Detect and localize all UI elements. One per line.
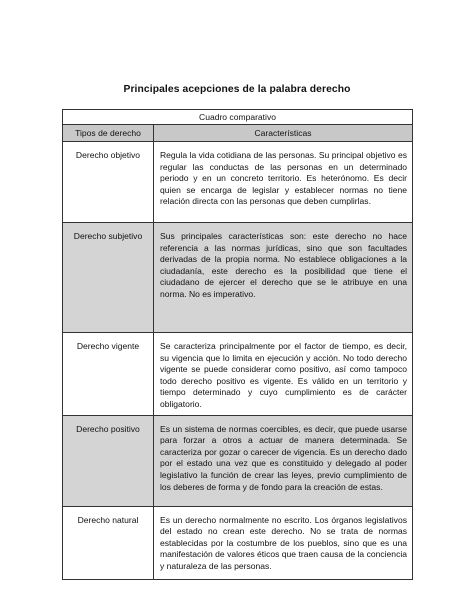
row-type: Derecho positivo xyxy=(63,415,154,506)
row-description: Sus principales características son: este derecho no hace referencia a las normas jurídicas, sino que son facultades derivadas de la propia norma. No establece obligaciones a la ciudadanía, este derecho es la posibilidad que tiene el ciudadano de ejercer el derecho que se le atribuye en una norma. No es imperativo. xyxy=(154,223,413,333)
table-caption: Cuadro comparativo xyxy=(63,110,413,125)
row-description: Es un sistema de normas coercibles, es decir, que puede usarse para forzar a otros a actuar de manera determinada. Se caracteriza por gozar o carecer de vigencia. Es un derecho dado por el estado una vez que es constituido y delegado al poder legislativo la función de crear las leyes, previo cumplimiento de los deberes de forma y de fondo para la creación de estas. xyxy=(154,415,413,506)
comparison-table xyxy=(62,109,413,580)
table-header-row xyxy=(63,125,413,142)
row-description: Se caracteriza principalmente por el factor de tiempo, es decir, su vigencia que lo limita en ejecución y acción. No todo derecho vigente se puede considerar como positivo, así como tampoco todo derecho positivo es vigente. Es válido en un territorio y tiempo determinado y cuyo cumplimiento es de carácter obligatorio. xyxy=(154,333,413,416)
table-row xyxy=(63,415,413,506)
table-row xyxy=(63,223,413,333)
row-description: Es un derecho normalmente no escrito. Los órganos legislativos del estado no crean este derecho. No se trata de normas establecidas por la costumbre de los pueblos, sino que es una manifestación de valores éticos que traen causa de la conciencia y naturaleza de las personas. xyxy=(154,506,413,579)
table-caption-row xyxy=(63,110,413,125)
row-type: Derecho subjetivo xyxy=(63,223,154,333)
header-type: Tipos de derecho xyxy=(63,125,154,142)
row-type: Derecho objetivo xyxy=(63,142,154,223)
table-row xyxy=(63,142,413,223)
table-row xyxy=(63,506,413,579)
row-description: Regula la vida cotidiana de las personas. Su principal objetivo es regular las conductas de las personas en un determinado periodo y en un concreto territorio. Es heterónomo. Es decir quien se encarga de legislar y establecer normas no tiene relación directa con las personas que deben cumplirlas. xyxy=(154,142,413,223)
row-type: Derecho natural xyxy=(63,506,154,579)
row-type: Derecho vigente xyxy=(63,333,154,416)
header-characteristics: Características xyxy=(154,125,413,142)
table-row xyxy=(63,333,413,416)
document-title: Principales acepciones de la palabra derecho xyxy=(123,84,351,95)
